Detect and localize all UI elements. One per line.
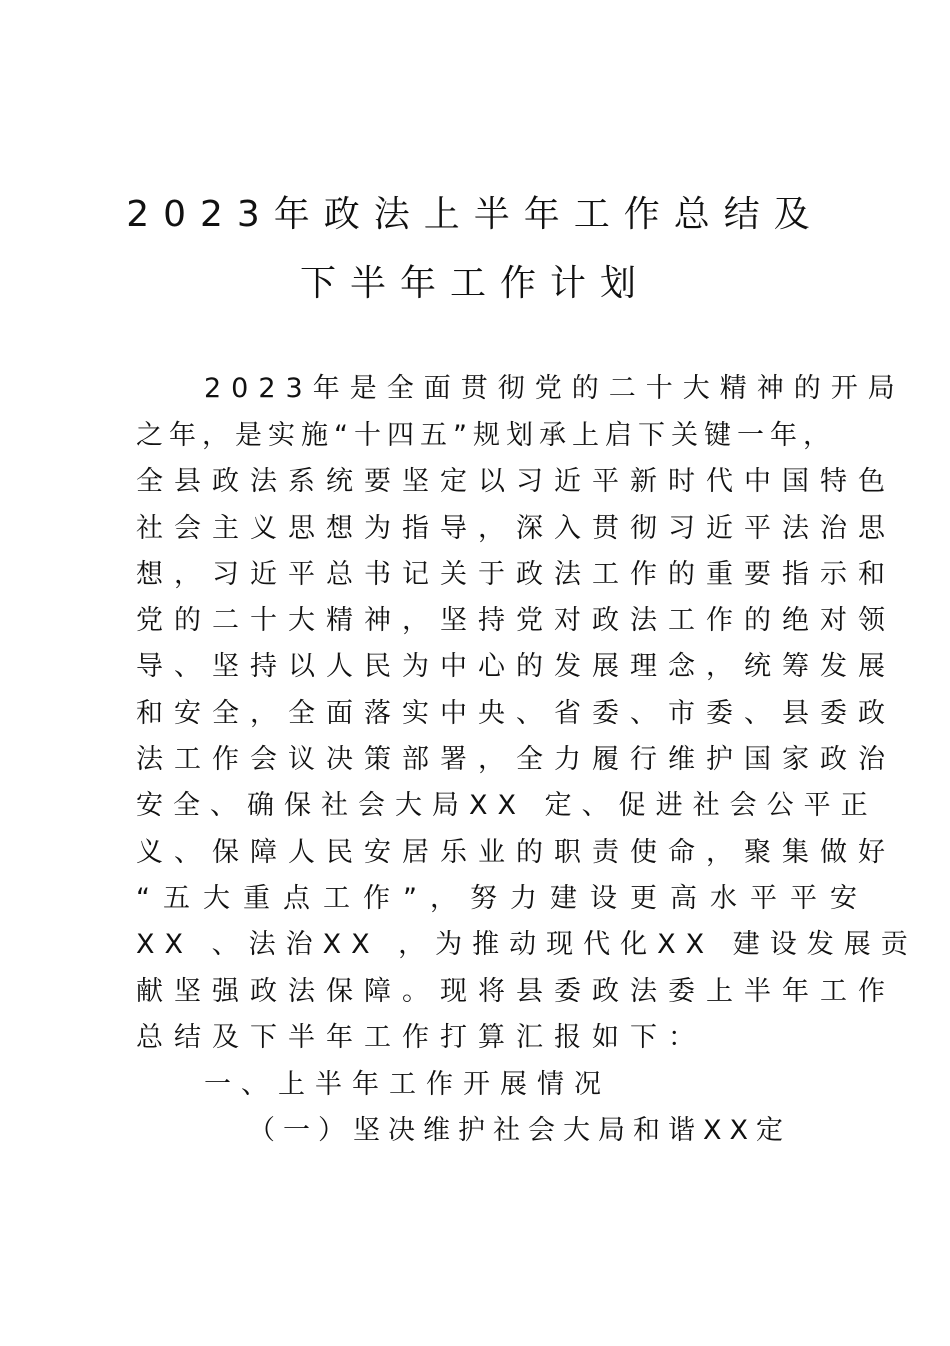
title-line-1: 2023年政法上半年工作总结及 <box>126 194 824 235</box>
title-line-2: 下半年工作计划 <box>299 263 650 304</box>
body-line-11: 义、保障人民安居乐业的职责使命，聚集做好 <box>136 837 896 868</box>
section-heading-1: 一、上半年工作开展情况 <box>204 1069 611 1100</box>
body-line-13: XX 、法治XX ，为推动现代化XX 建设发展贡 <box>136 929 918 960</box>
body-line-10: 安全、确保社会大局XX 定、促进社会公平正 <box>136 790 878 821</box>
body-line-9: 法工作会议决策部署，全力履行维护国家政治 <box>136 744 896 775</box>
body-line-15: 总结及下半年工作打算汇报如下： <box>136 1022 706 1053</box>
body-line-5: 想，习近平总书记关于政法工作的重要指示和 <box>136 559 896 590</box>
body-line-4: 社会主义思想为指导，深入贯彻习近平法治思 <box>136 513 896 544</box>
subsection-heading-1: （一）坚决维护社会大局和谐XX定 <box>248 1115 791 1146</box>
body-line-6: 党的二十大精神，坚持党对政法工作的绝对领 <box>136 605 896 636</box>
body-line-2: 之年，是实施“十四五”规划承上启下关键一年， <box>136 420 836 451</box>
body-line-1: 2023年是全面贯彻党的二十大精神的开局 <box>204 373 905 404</box>
body-line-3: 全县政法系统要坚定以习近平新时代中国特色 <box>136 466 896 497</box>
body-line-14: 献坚强政法保障。现将县委政法委上半年工作 <box>136 976 896 1007</box>
body-line-7: 导、坚持以人民为中心的发展理念，统筹发展 <box>136 651 896 682</box>
body-line-12: “五大重点工作”，努力建设更高水平平安 <box>136 883 870 914</box>
body-line-8: 和安全，全面落实中央、省委、市委、县委政 <box>136 698 896 729</box>
